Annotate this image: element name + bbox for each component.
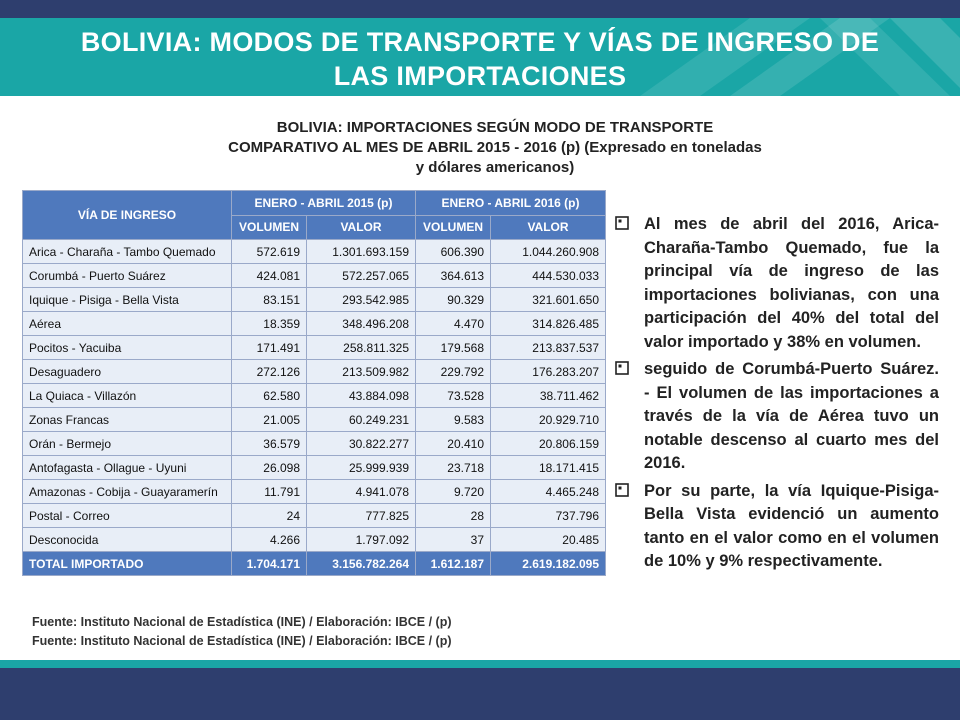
table-row — [23, 336, 606, 360]
row-volumen-2016: 364.613 — [416, 264, 491, 288]
total-row — [23, 552, 606, 576]
table-row — [23, 240, 606, 264]
table-row — [23, 432, 606, 456]
row-volumen-2016: 229.792 — [416, 360, 491, 384]
row-valor-2015: 4.941.078 — [307, 480, 416, 504]
row-via: Antofagasta - Ollague - Uyuni — [23, 456, 232, 480]
total-label: TOTAL IMPORTADO — [23, 552, 232, 576]
row-via: Orán - Bermejo — [23, 432, 232, 456]
source-line-1: Fuente: Instituto Nacional de Estadística (INE) / Elaboración: IBCE / (p) — [32, 615, 452, 629]
row-valor-2016: 176.283.207 — [491, 360, 606, 384]
checkbox-bullet-icon — [615, 361, 629, 375]
table-row — [23, 480, 606, 504]
row-volumen-2016: 28 — [416, 504, 491, 528]
row-volumen-2016: 9.583 — [416, 408, 491, 432]
row-valor-2015: 25.999.939 — [307, 456, 416, 480]
total-volumen-2016: 1.612.187 — [416, 552, 491, 576]
row-volumen-2015: 572.619 — [232, 240, 307, 264]
row-volumen-2015: 24 — [232, 504, 307, 528]
row-valor-2016: 213.837.537 — [491, 336, 606, 360]
row-volumen-2016: 73.528 — [416, 384, 491, 408]
row-volumen-2015: 26.098 — [232, 456, 307, 480]
page-title — [0, 25, 960, 93]
imports-table — [22, 190, 606, 576]
row-valor-2016: 321.601.650 — [491, 288, 606, 312]
checkbox-bullet-icon — [615, 216, 629, 230]
row-volumen-2016: 606.390 — [416, 240, 491, 264]
row-via: Iquique - Pisiga - Bella Vista — [23, 288, 232, 312]
header-volumen-2016: VOLUMEN — [416, 215, 491, 240]
row-volumen-2015: 83.151 — [232, 288, 307, 312]
row-valor-2015: 258.811.325 — [307, 336, 416, 360]
header-period-2015: ENERO - ABRIL 2015 (p) — [232, 191, 416, 216]
table-row — [23, 528, 606, 552]
table-caption — [150, 118, 840, 178]
row-valor-2015: 777.825 — [307, 504, 416, 528]
row-via: La Quiaca - Villazón — [23, 384, 232, 408]
header-valor-2016: VALOR — [491, 215, 606, 240]
title-line-1: BOLIVIA: MODOS DE TRANSPORTE Y VÍAS DE INGRESO DE — [80, 27, 880, 57]
row-valor-2015: 293.542.985 — [307, 288, 416, 312]
table-row — [23, 384, 606, 408]
row-volumen-2015: 21.005 — [232, 408, 307, 432]
caption-line-2: COMPARATIVO AL MES DE ABRIL 2015 - 2016 (p) (Expresado en toneladas — [228, 139, 762, 156]
row-valor-2016: 444.530.033 — [491, 264, 606, 288]
bullet-text: seguido de Corumbá-Puerto Suárez. - El volumen de las importaciones a través de la vía de Aérea tuvo un notable descenso al cuarto mes del 2016. — [644, 360, 939, 472]
row-valor-2015: 213.509.982 — [307, 360, 416, 384]
table-row — [23, 504, 606, 528]
total-valor-2016: 2.619.182.095 — [491, 552, 606, 576]
row-volumen-2016: 9.720 — [416, 480, 491, 504]
row-via: Desaguadero — [23, 360, 232, 384]
row-via: Aérea — [23, 312, 232, 336]
row-via: Arica - Charaña - Tambo Quemado — [23, 240, 232, 264]
row-valor-2016: 314.826.485 — [491, 312, 606, 336]
row-valor-2015: 348.496.208 — [307, 312, 416, 336]
footer-bar — [0, 668, 960, 720]
header-valor-2015: VALOR — [307, 215, 416, 240]
title-banner — [0, 18, 960, 96]
bullet-text: Al mes de abril del 2016, Arica-Charaña-Tambo Quemado, fue la principal vía de ingreso de las importaciones bolivianas, con una participación del 40% del total del valor importado y 38% en volumen. — [644, 215, 939, 351]
row-valor-2016: 1.044.260.908 — [491, 240, 606, 264]
row-valor-2016: 20.806.159 — [491, 432, 606, 456]
caption-line-3: y dólares americanos) — [415, 159, 575, 176]
table-body — [23, 240, 606, 552]
row-via: Corumbá - Puerto Suárez — [23, 264, 232, 288]
total-volumen-2015: 1.704.171 — [232, 552, 307, 576]
row-valor-2016: 20.485 — [491, 528, 606, 552]
table-row — [23, 408, 606, 432]
table-row — [23, 360, 606, 384]
sources — [32, 613, 452, 651]
row-via: Desconocida — [23, 528, 232, 552]
row-valor-2016: 20.929.710 — [491, 408, 606, 432]
row-valor-2016: 4.465.248 — [491, 480, 606, 504]
caption-line-1: BOLIVIA: IMPORTACIONES SEGÚN MODO DE TRANSPORTE — [276, 119, 714, 136]
row-valor-2015: 60.249.231 — [307, 408, 416, 432]
table-row — [23, 312, 606, 336]
row-valor-2016: 737.796 — [491, 504, 606, 528]
row-volumen-2016: 20.410 — [416, 432, 491, 456]
row-volumen-2015: 11.791 — [232, 480, 307, 504]
row-volumen-2015: 4.266 — [232, 528, 307, 552]
row-via: Postal - Correo — [23, 504, 232, 528]
row-valor-2016: 18.171.415 — [491, 456, 606, 480]
row-volumen-2015: 272.126 — [232, 360, 307, 384]
source-line-2: Fuente: Instituto Nacional de Estadística (INE) / Elaboración: IBCE / (p) — [32, 634, 452, 648]
header-period-2016: ENERO - ABRIL 2016 (p) — [416, 191, 606, 216]
bullet-item — [615, 358, 939, 476]
row-valor-2015: 1.797.092 — [307, 528, 416, 552]
row-volumen-2016: 37 — [416, 528, 491, 552]
bottom-accent-bar — [0, 660, 960, 668]
row-volumen-2016: 90.329 — [416, 288, 491, 312]
row-volumen-2016: 179.568 — [416, 336, 491, 360]
bullet-text: Por su parte, la vía Iquique-Pisiga-Bella Vista evidenció un aumento tanto en el valor como en el volumen de 10% y 9% respectivamente. — [644, 481, 939, 570]
title-line-2: LAS IMPORTACIONES — [333, 61, 627, 91]
row-volumen-2016: 4.470 — [416, 312, 491, 336]
row-volumen-2015: 18.359 — [232, 312, 307, 336]
top-bar — [0, 0, 960, 18]
table-row — [23, 264, 606, 288]
bullet-item — [615, 213, 939, 354]
row-volumen-2016: 23.718 — [416, 456, 491, 480]
header-volumen-2015: VOLUMEN — [232, 215, 307, 240]
row-via: Amazonas - Cobija - Guayaramerín — [23, 480, 232, 504]
row-via: Zonas Francas — [23, 408, 232, 432]
row-valor-2015: 572.257.065 — [307, 264, 416, 288]
row-volumen-2015: 62.580 — [232, 384, 307, 408]
row-valor-2016: 38.711.462 — [491, 384, 606, 408]
bullet-list — [615, 213, 939, 578]
table-row — [23, 456, 606, 480]
bullet-item — [615, 480, 939, 574]
row-via: Pocitos - Yacuiba — [23, 336, 232, 360]
row-volumen-2015: 36.579 — [232, 432, 307, 456]
row-valor-2015: 1.301.693.159 — [307, 240, 416, 264]
table-row — [23, 288, 606, 312]
row-valor-2015: 30.822.277 — [307, 432, 416, 456]
row-volumen-2015: 424.081 — [232, 264, 307, 288]
row-volumen-2015: 171.491 — [232, 336, 307, 360]
row-valor-2015: 43.884.098 — [307, 384, 416, 408]
header-via: VÍA DE INGRESO — [23, 191, 232, 240]
imports-table-container — [22, 190, 605, 576]
total-valor-2015: 3.156.782.264 — [307, 552, 416, 576]
checkbox-bullet-icon — [615, 483, 629, 497]
